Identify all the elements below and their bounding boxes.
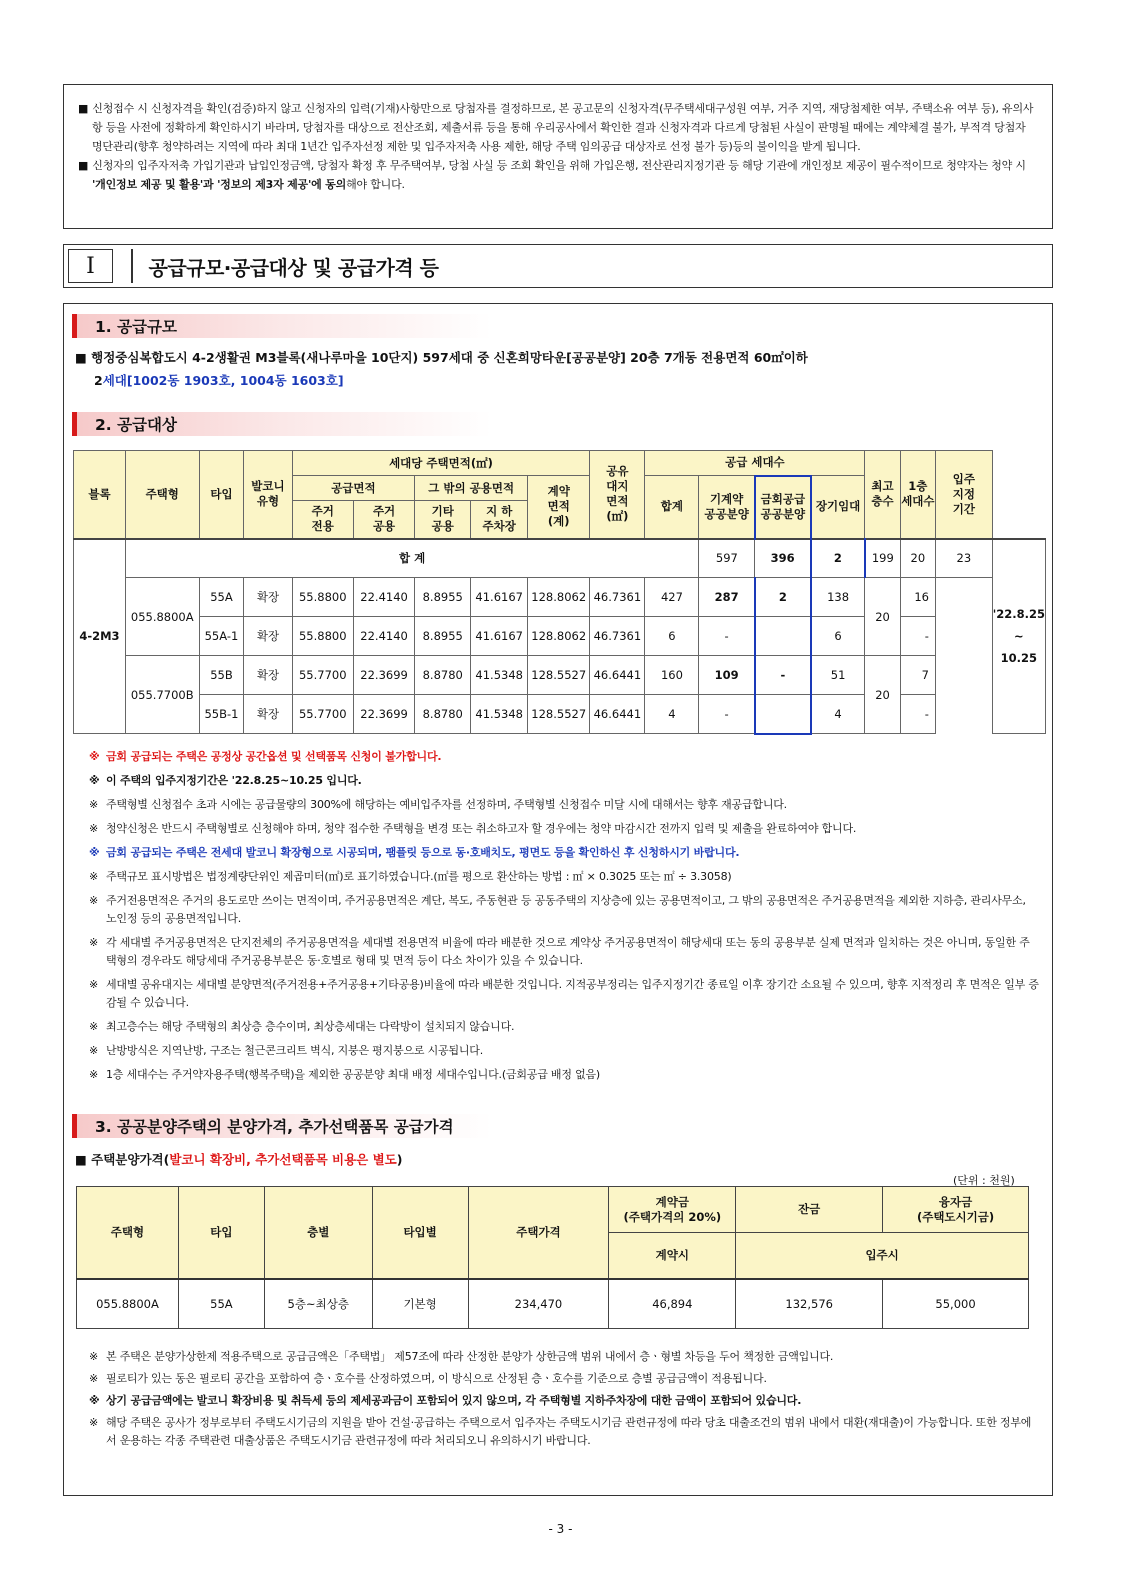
sum-general: 396 [755,539,811,578]
units-total-cell: 427 [645,578,699,617]
col-other-area: 그 밖의 공용면적 [415,476,528,501]
price-cell: 234,470 [468,1279,609,1329]
col-units-recall: 금회공급 공공분양 [755,476,811,539]
unit-detail: 세대[1002동 1903호, 1004동 1603호] [102,373,344,388]
reference-mark-icon: ※ [89,750,100,763]
table-row [74,656,1046,695]
note-item: ※ 세대별 공유대지는 세대별 분양면적(주거전용+주거공용+기타공용)비율에 따라 배분한 것입니다. 지적공부정리는 입주지정기간 종료일 이후 장기간 소요될 수 있으며, 향후 지적정리 후 면적은 일부 증감될 수 있습니다. [89,978,1039,1009]
col-units-lease: 장기임대 [811,476,865,539]
balcony-cell: 확장 [244,656,292,695]
supply-scale-line-1: ■ 행정중심복합도시 4-2생활권 M3블록(새나루마을 10단지) 597세대 중 신혼희망타운[공공분양] 20층 7개동 전용면적 60㎡이하 [75,350,808,365]
area-cell: 22.4140 [353,578,414,617]
table-row [74,695,1046,734]
reference-mark-icon: ※ [89,1044,99,1057]
area-cell: 128.8062 [528,617,590,656]
notice-paragraph-1 [78,99,1038,156]
note-item: ※ 주택규모 표시방법은 법정계량단위인 제곱미터(㎡)로 표기하였습니다.(㎡를 평으로 환산하는 방법 : ㎡ × 0.3025 또는 ㎡ ÷ 3.3058) [89,868,1039,886]
reference-mark-icon: ※ [89,1350,99,1363]
square-bullet-icon: ■ [78,102,89,115]
price-col-loan: 융자금 (주택도시기금) [883,1187,1029,1233]
sum-total: 597 [699,539,755,578]
subsection-title-3: 3. 공공분양주택의 분양가격, 추가선택품목 공급가격 [95,1118,454,1136]
price-col-kind: 타입별 [372,1187,468,1279]
square-bullet-icon: ■ [78,159,89,172]
area-cell: 41.6167 [471,617,528,656]
header-accent-bar [72,412,77,436]
floors-cell: 20 [865,656,900,734]
area-cell: 22.3699 [353,656,414,695]
sum-first: 23 [935,539,992,578]
area-cell: 8.8780 [415,695,471,734]
note-item: ※ 본 주택은 분양가상한제 적용주택으로 공급금액은「주택법」 제57조에 따라 산정한 분양가 상한금액 범위 내에서 층ㆍ형별 차등을 두어 책정한 금액입니다. [89,1348,1039,1366]
first-floor-cell: - [900,695,935,734]
units-lease-cell: 138 [811,578,865,617]
sum-floors: 20 [900,539,935,578]
price-col-deposit: 계약금 (주택가격의 20%) [609,1187,736,1233]
subsection-header-3 [72,1114,492,1138]
land-cell: 46.7361 [590,617,645,656]
col-first-floor: 1층 세대수 [900,451,935,539]
balcony-cell: 확장 [244,617,292,656]
reference-mark-icon: ※ [89,1068,99,1081]
section-title-bar [63,244,1053,288]
sum-lease: 199 [865,539,900,578]
section-divider [131,249,133,283]
units-recall-cell: - [755,656,811,695]
col-res-exclusive: 주거 전용 [292,501,353,539]
table-row [77,1279,1029,1329]
price-col-floor: 층별 [264,1187,372,1279]
area-cell: 8.8955 [415,578,471,617]
note-item: ※ 청약신청은 반드시 주택형별로 신청해야 하며, 청약 접수한 주택형을 변경 또는 취소하고자 할 경우에는 청약 마감시간 전까지 입력 및 제출을 완료하여야 합니다. [89,820,1039,838]
note-item: ※ 필로티가 있는 동은 필로티 공간을 포함하여 층ㆍ호수를 산정하였으며, 이 방식으로 산정된 층ㆍ호수를 기준으로 층별 공급금액이 적용됩니다. [89,1370,1039,1388]
reference-mark-icon: ※ [89,978,99,991]
deposit-cell: 46,894 [609,1279,736,1329]
reference-mark-icon: ※ [89,894,99,907]
note-item: ※ 금회 공급되는 주택은 공정상 공간옵션 및 선택품목 신청이 불가합니다. [89,748,1039,766]
col-etc-common: 기타 공용 [415,501,471,539]
note-item: ※ 주택형별 신청접수 초과 시에는 공급물량의 300%에 해당하는 예비입주자를 선정하며, 주택형별 신청접수 미달 시에 대해서는 향후 재공급합니다. [89,796,1039,814]
land-cell: 46.7361 [590,578,645,617]
type-cell: 55A-1 [199,617,244,656]
col-units-group: 공급 세대수 [645,451,865,476]
housing-type-cell: 055.7700B [125,656,199,734]
note-item: ※ 상기 공급금액에는 발코니 확장비용 및 취득세 등의 제세공과금이 포함되어 있지 않으며, 각 주택형별 지하주차장에 대한 금액이 포함되어 있습니다. [89,1392,1039,1410]
section-title: 공급규모·공급대상 및 공급가격 등 [148,255,439,280]
area-cell: 55.8800 [292,617,353,656]
notice-paragraph-2 [78,156,1038,194]
price-col-at-contract: 계약시 [609,1233,736,1279]
type-cell: 55B-1 [199,695,244,734]
area-cell: 41.6167 [471,578,528,617]
note-item: ※ 이 주택의 입주지정기간은 '22.8.25~10.25 입니다. [89,772,1039,790]
price-subheading: ■ 주택분양가격(발코니 확장비, 추가선택품목 비용은 별도) [75,1152,403,1167]
units-recall-cell [755,695,811,734]
col-supply-area: 공급면적 [292,476,415,501]
area-cell: 8.8780 [415,656,471,695]
area-cell: 41.5348 [471,695,528,734]
col-balcony: 발코니 유형 [244,451,292,539]
supply-scale-line-2 [94,371,344,389]
sum-recall: 2 [811,539,865,578]
units-lease-cell: 6 [811,617,865,656]
subsection-title-2: 2. 공급대상 [95,416,177,434]
price-table [76,1186,1029,1329]
units-lease-cell: 51 [811,656,865,695]
price-subheading-note: 발코니 확장비, 추가선택품목 비용은 별도 [169,1152,397,1167]
units-recall-cell: 2 [755,578,811,617]
notice-text-1: 신청접수 시 신청자격을 확인(검증)하지 않고 신청자의 입력(기재)사항만으로 당첨자를 결정하므로, 본 공고문의 신청자격(무주택세대구성원 여부, 거주 지역, 재당첨제한 여부, 주택소유 여부 등), 유의사항 등을 사전에 정확하게 확인하시기 바라며, 당첨자를 대상으로 전산조회, 제출서류 등을 통해 우리공사에서 확인한 결과 신청자격과 다르게 당첨된 사실이 판명될 때에는 계약체결 불가, 부적격 당첨자 명단관리(향후 청약하려는 지역에 따라 최대 1년간 입주자선정 제한 및 입주자저축 사용 제한, 해당 주택 임의공급 대상자로 선정 불가 등)등의 불이익을 받게 됩니다. [92,102,1034,153]
balcony-cell: 확장 [244,578,292,617]
units-lease-cell: 4 [811,695,865,734]
area-cell: 55.7700 [292,695,353,734]
note-item: ※ 난방방식은 지역난방, 구조는 철근콘크리트 벽식, 지붕은 평지붕으로 시공됩니다. [89,1042,1039,1060]
balcony-cell: 확장 [244,695,292,734]
area-cell: 128.5527 [528,656,590,695]
col-type: 타입 [199,451,244,539]
col-contract-area: 계약 면적 (계) [528,476,590,539]
reference-mark-icon: ※ [89,936,99,949]
col-block: 블록 [74,451,126,539]
notice-text-2c: 해야 합니다. [346,178,405,191]
col-land-area: 공유 대지 면적 (㎡) [590,451,645,539]
supply-target-table [73,450,1046,735]
reference-mark-icon: ※ [89,870,99,883]
block-cell: 4-2M3 [74,539,126,734]
reference-mark-icon: ※ [89,1416,99,1429]
header-accent-bar [72,314,77,338]
price-col-type: 타입 [178,1187,264,1279]
note-item: ※ 최고층수는 해당 주택형의 최상층 층수이며, 최상층세대는 다락방이 설치되지 않습니다. [89,1018,1039,1036]
area-cell: 128.5527 [528,695,590,734]
reference-mark-icon: ※ [89,774,100,787]
area-cell: 55.8800 [292,578,353,617]
col-max-floors: 최고 층수 [865,451,900,539]
page-number: - 3 - [548,1522,573,1536]
price-type-cell: 55A [178,1279,264,1329]
price-housing-type-cell: 055.8800A [77,1279,179,1329]
note-item: ※ 1층 세대수는 주거약자용주택(행복주택)을 제외한 공공분양 최대 배정 세대수입니다.(금회공급 배정 없음) [89,1066,1039,1084]
price-col-price: 주택가격 [468,1187,609,1279]
reference-mark-icon: ※ [89,822,99,835]
units-total-cell: 160 [645,656,699,695]
unit-count: 2 [94,373,103,388]
section-number: Ⅰ [68,249,113,283]
notes-price [89,1348,1039,1456]
note-item: ※ 주거전용면적은 주거의 용도로만 쓰이는 면적이며, 주거공용면적은 계단, 복도, 주동현관 등 공동주택의 지상층에 있는 공용면적이고, 그 밖의 공용면적은 주거공용면적을 제외한 지하층, 관리사무소, 노인정 등의 공용면적입니다. [89,894,1026,925]
units-total-cell: 4 [645,695,699,734]
units-general-cell: 109 [699,656,755,695]
price-col-at-move: 입주시 [736,1233,1029,1279]
reference-mark-icon: ※ [89,798,99,811]
units-general-cell: - [699,695,755,734]
reference-mark-icon: ※ [89,1020,99,1033]
notes-supply-target [89,748,1039,1090]
header-accent-bar [72,1114,77,1138]
col-units-total: 합계 [645,476,699,539]
units-general-cell: 287 [699,578,755,617]
subsection-header-2 [72,412,492,436]
units-total-cell: 6 [645,617,699,656]
type-cell: 55A [199,578,244,617]
col-area-group: 세대당 주택면적(㎡) [292,451,590,476]
reference-mark-icon: ※ [89,846,100,859]
units-general-cell: - [699,617,755,656]
first-floor-cell: - [900,617,935,656]
reference-mark-icon: ※ [89,1394,100,1407]
unit-label: (단위 : 천원) [953,1174,1015,1187]
floors-cell: 20 [865,578,900,656]
notice-box [63,84,1053,229]
col-housing-type: 주택형 [125,451,199,539]
area-cell: 41.5348 [471,656,528,695]
housing-type-cell: 055.8800A [125,578,199,656]
col-parking: 지 하 주차장 [471,501,528,539]
note-item: ※ 각 세대별 주거공용면적은 단지전체의 주거공용면적을 세대별 전용면적 비율에 따라 배분한 것으로 계약상 주거공용면적이 해당세대 또는 동의 공용부분 실제 면적과 일치하는 것은 아니며, 동일한 주택형의 경우라도 해당세대 주거공용부분은 동·호별로 형태 및 면적 등이 다소 차이가 있을 수 있습니다. [89,936,1030,967]
area-cell: 55.7700 [292,656,353,695]
move-period-cell: '22.8.25 ~ 10.25 [992,539,1045,734]
land-cell: 46.6441 [590,695,645,734]
first-floor-cell: 7 [900,656,935,695]
price-col-housing-type: 주택형 [77,1187,179,1279]
table-row [74,617,1046,656]
col-res-common: 주거 공용 [353,501,414,539]
note-item: ※ 해당 주택은 공사가 정부로부터 주택도시기금의 지원을 받아 건설·공급하는 주택으로서 입주자는 주택도시기금 관련규정에 따라 당초 대출조건의 범위 내에서 대환(재대출)이 가능합니다. 또한 정부에서 운용하는 각종 주택관련 대출상품은 주택도시기금 관련규정에 따라 처리되오니 유의하시기 바랍니다. [89,1416,1032,1447]
price-floor-cell: 5층~최상층 [264,1279,372,1329]
loan-cell: 55,000 [883,1279,1029,1329]
table-row [74,578,1046,617]
subsection-title-1: 1. 공급규모 [95,318,177,336]
land-cell: 46.6441 [590,656,645,695]
type-cell: 55B [199,656,244,695]
units-recall-cell [755,617,811,656]
area-cell: 22.4140 [353,617,414,656]
note-item: ※ 금회 공급되는 주택은 전세대 발코니 확장형으로 시공되며, 팸플릿 등으로 동·호배치도, 평면도 등을 확인하신 후 신청하시기 바랍니다. [89,844,1039,862]
notice-text-2a: 신청자의 입주자저축 가입기관과 납입인정금액, 당첨자 확정 후 무주택여부, 당첨 사실 등 조회 확인을 위해 가입은행, 전산관리지정기관 등 해당 기관에 개인정보 제공이 필수적이므로 청약자는 청약 시 [92,159,1026,172]
first-floor-cell: 16 [900,578,935,617]
notice-text-2b: '개인정보 제공 및 활용'과 '정보의 제3자 제공'에 동의 [92,178,347,191]
price-kind-cell: 기본형 [372,1279,468,1329]
reference-mark-icon: ※ [89,1372,99,1385]
price-col-balance: 잔금 [736,1187,883,1233]
sum-label: 합 계 [125,539,698,578]
subsection-header-1 [72,314,492,338]
area-cell: 128.8062 [528,578,590,617]
area-cell: 22.3699 [353,695,414,734]
balance-cell: 132,576 [736,1279,883,1329]
col-move-period: 입주 지정 기간 [935,451,992,539]
area-cell: 8.8955 [415,617,471,656]
col-units-general: 기계약 공공분양 [699,476,755,539]
